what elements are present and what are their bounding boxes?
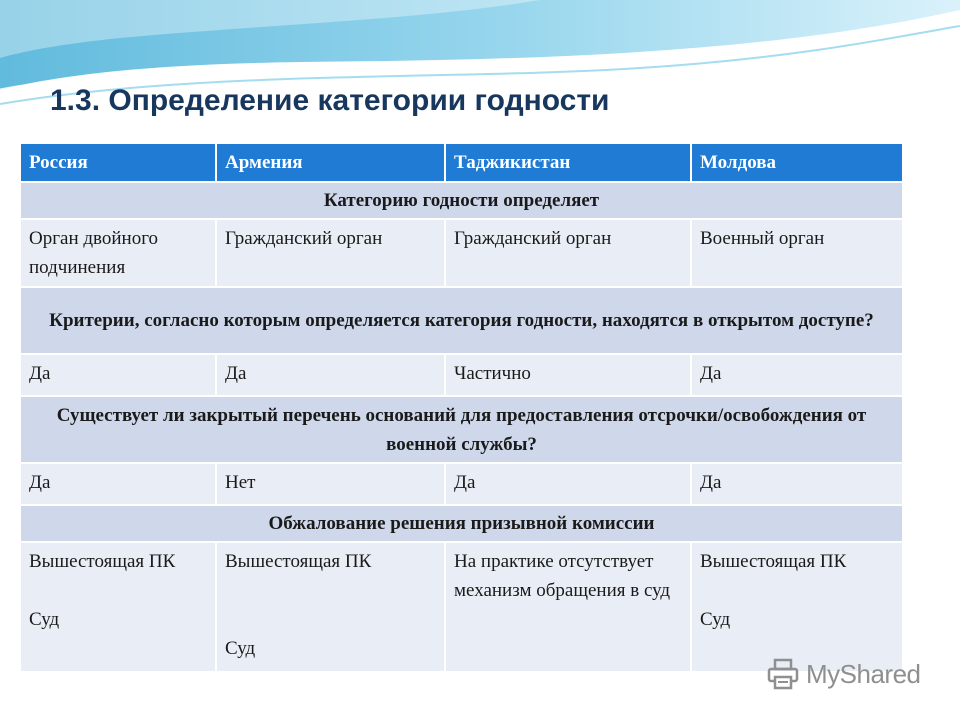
- table-cell: Орган двойного подчинения: [20, 219, 216, 287]
- slide-title: 1.3. Определение категории годности: [50, 84, 610, 117]
- section-heading: Категорию годности определяет: [20, 182, 903, 219]
- header-tajikistan: Таджикистан: [445, 143, 691, 182]
- table-cell: Да: [20, 463, 216, 505]
- table-row: [20, 463, 903, 505]
- cell-line: Суд: [29, 609, 60, 630]
- table-cell: Да: [445, 463, 691, 505]
- table-header-row: [20, 143, 903, 182]
- cell-line: Суд: [225, 638, 256, 659]
- table-cell: [216, 542, 445, 672]
- table-row: [20, 354, 903, 396]
- header-russia: Россия: [20, 143, 216, 182]
- table-cell: Да: [691, 354, 903, 396]
- header-moldova: Молдова: [691, 143, 903, 182]
- section-heading: Критерии, согласно которым определяется категория годности, находятся в открытом доступе?: [20, 287, 903, 354]
- section-heading-row: [20, 396, 903, 463]
- section-heading: Обжалование решения призывной комиссии: [20, 505, 903, 542]
- section-heading: Существует ли закрытый перечень оснований для предоставления отсрочки/освобождения от военной службы?: [20, 396, 903, 463]
- table-cell: Да: [216, 354, 445, 396]
- cell-line: Вышестоящая ПК: [700, 551, 847, 572]
- table-cell: Да: [691, 463, 903, 505]
- cell-line: Вышестоящая ПК: [225, 551, 372, 572]
- printer-icon: [766, 657, 800, 691]
- cell-line: Суд: [700, 609, 731, 630]
- table-cell: На практике отсутствует механизм обращения в суд: [445, 542, 691, 672]
- table-cell: Да: [20, 354, 216, 396]
- table-cell: Нет: [216, 463, 445, 505]
- header-armenia: Армения: [216, 143, 445, 182]
- table-row: [20, 219, 903, 287]
- table-row: [20, 542, 903, 672]
- table-cell: Гражданский орган: [445, 219, 691, 287]
- table-cell: Гражданский орган: [216, 219, 445, 287]
- cell-line: Вышестоящая ПК: [29, 551, 176, 572]
- watermark: [766, 656, 921, 692]
- section-heading-row: [20, 287, 903, 354]
- section-heading-row: [20, 182, 903, 219]
- table-cell: Частично: [445, 354, 691, 396]
- table-cell: Военный орган: [691, 219, 903, 287]
- watermark-text: MyShared: [806, 658, 921, 689]
- section-heading-row: [20, 505, 903, 542]
- table-cell: [20, 542, 216, 672]
- table-cell: [691, 542, 903, 672]
- comparison-table: [19, 142, 904, 673]
